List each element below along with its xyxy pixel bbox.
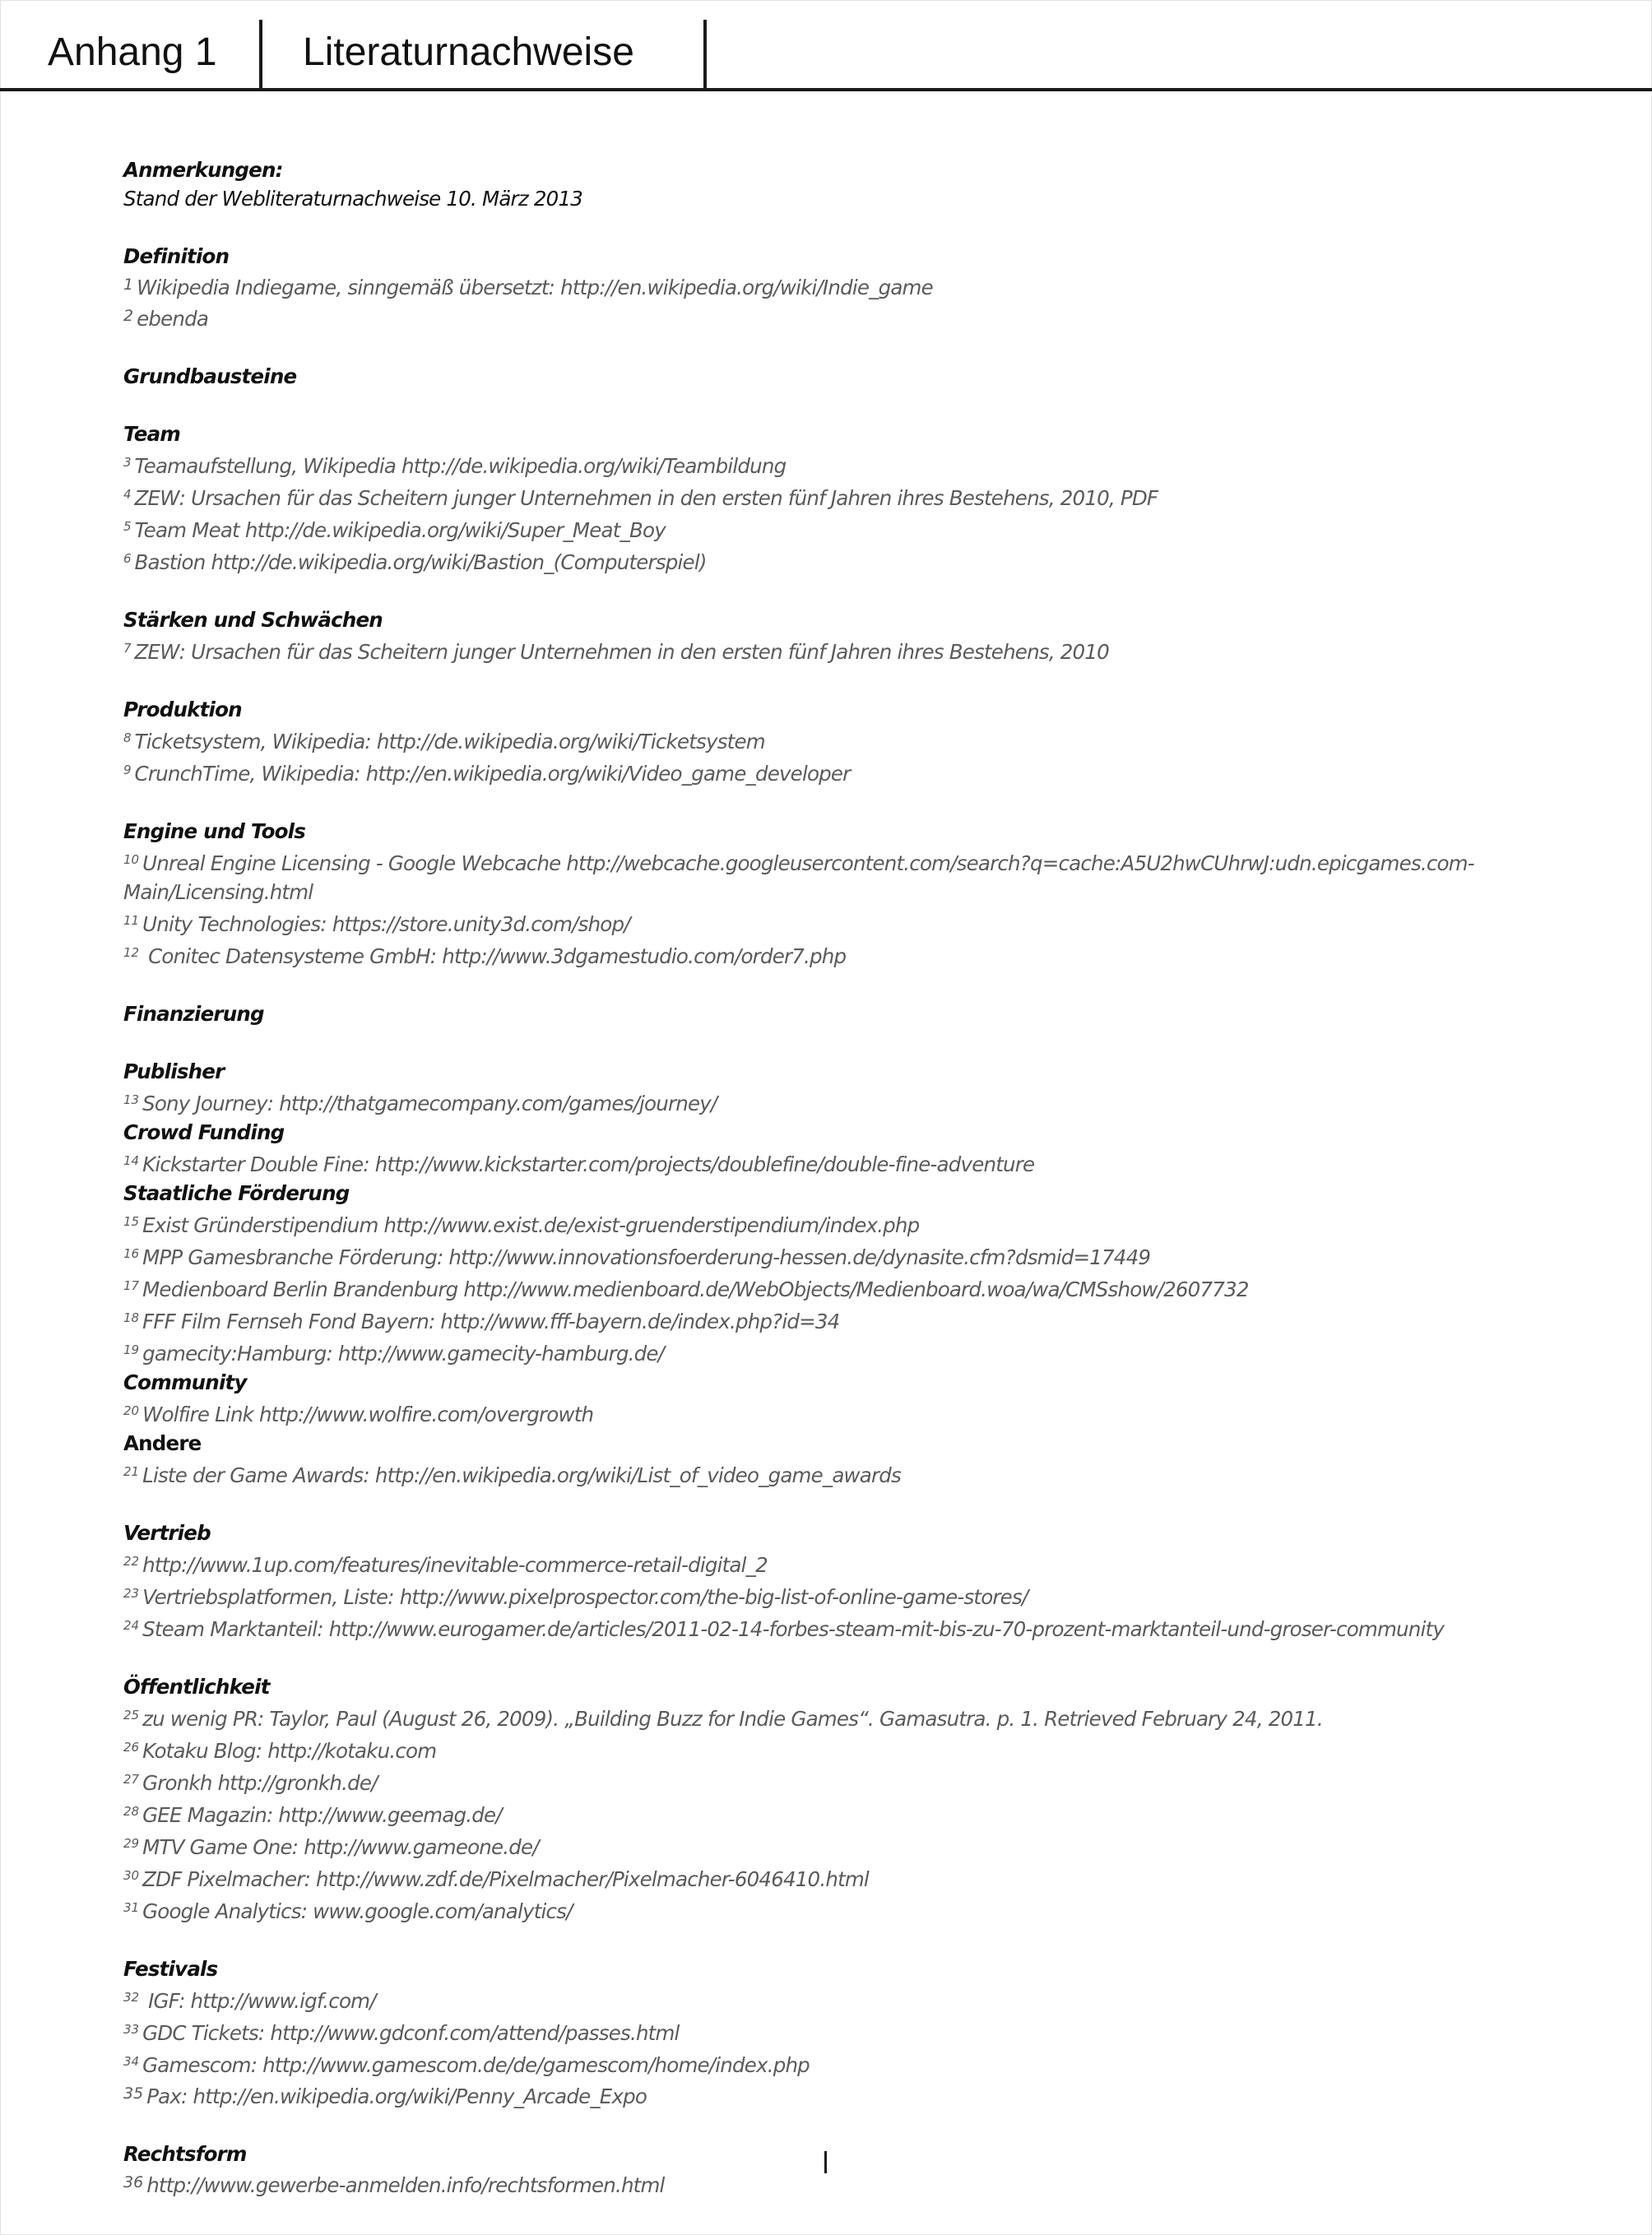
reference-entry <box>123 1829 1571 1862</box>
reference-entry <box>123 1147 1571 1179</box>
footnote-number: 30 <box>123 1868 140 1883</box>
footnote-number: 13 <box>123 1092 140 1107</box>
section-heading: Crowd Funding <box>123 1120 285 1144</box>
reference-section <box>123 2140 1571 2200</box>
reference-text: GEE Magazin: http://www.geemag.de/ <box>142 1803 502 1827</box>
footnote-number: 19 <box>123 1342 140 1357</box>
reference-text: Ticketsystem, Wikipedia: http://de.wikipedia.org/wiki/Ticketsystem <box>134 730 765 754</box>
header-rule <box>0 88 1652 91</box>
section-heading: Produktion <box>123 698 242 721</box>
reference-text: Team Meat http://de.wikipedia.org/wiki/Super_Meat_Boy <box>134 518 666 542</box>
reference-entry <box>123 1208 1571 1240</box>
footnote-number: 6 <box>123 551 132 566</box>
footnote-number: 23 <box>123 1586 140 1601</box>
section-heading: Grundbausteine <box>123 364 297 388</box>
footnote-number: 2 <box>123 307 134 325</box>
reference-entry <box>123 545 1571 577</box>
reference-entry <box>123 907 1571 939</box>
reference-text: Bastion http://de.wikipedia.org/wiki/Bastion_(Computerspiel) <box>134 550 707 574</box>
reference-entry <box>123 756 1571 788</box>
reference-entry <box>123 1086 1571 1118</box>
reference-entry <box>123 271 1571 302</box>
reference-entry <box>123 1304 1571 1336</box>
reference-text: ZDF Pixelmacher: http://www.zdf.de/Pixelmacher/Pixelmacher-6046410.html <box>142 1867 869 1891</box>
reference-text: Exist Gründerstipendium http://www.exist.de/exist-gruenderstipendium/index.php <box>142 1213 920 1237</box>
section-heading: Andere <box>123 1431 202 1455</box>
reference-text: Google Analytics: www.google.com/analytics/ <box>142 1899 573 1923</box>
footnote-number: 8 <box>123 730 132 745</box>
footnote-number: 32 <box>123 1990 140 2005</box>
reference-text: Steam Marktanteil: http://www.eurogamer.de/articles/2011-02-14-forbes-steam-mit-bis-zu-70-prozent-marktanteil-und-groser-community <box>142 1617 1445 1641</box>
page-number-mark <box>824 2151 827 2173</box>
section-heading: Anmerkungen: <box>123 158 283 182</box>
footnote-number: 21 <box>123 1464 140 1479</box>
footnote-number: 26 <box>123 1740 140 1755</box>
reference-entry <box>123 1797 1571 1829</box>
section-heading: Publisher <box>123 1060 225 1083</box>
reference-entry <box>123 1765 1571 1797</box>
reference-entry <box>123 1611 1571 1644</box>
footnote-number: 36 <box>123 2173 144 2191</box>
reference-text: Kotaku Blog: http://kotaku.com <box>142 1739 437 1763</box>
section-heading: Engine und Tools <box>123 819 306 843</box>
reference-entry <box>123 634 1571 666</box>
footnote-number: 11 <box>123 913 140 928</box>
reference-section <box>123 817 1571 971</box>
footnote-number: 3 <box>123 455 132 470</box>
reference-entry <box>123 846 1571 907</box>
footnote-number: 1 <box>123 276 134 294</box>
reference-text: GDC Tickets: http://www.gdconf.com/attend/passes.html <box>142 2021 680 2045</box>
reference-section <box>123 999 1571 1028</box>
reference-entry <box>123 1983 1571 2015</box>
reference-text: Teamaufstellung, Wikipedia http://de.wikipedia.org/wiki/Teambildung <box>134 454 787 478</box>
reference-text: CrunchTime, Wikipedia: http://en.wikipedia.org/wiki/Video_game_developer <box>134 762 851 786</box>
section-heading: Staatliche Förderung <box>123 1181 350 1205</box>
footnote-number: 14 <box>123 1153 140 1168</box>
footnote-number: 16 <box>123 1246 140 1261</box>
section-heading: Community <box>123 1370 247 1394</box>
chapter-label: Anhang 1 <box>48 30 217 74</box>
reference-entry <box>123 2080 1571 2111</box>
footnote-number: 12 <box>123 945 140 960</box>
section-heading: Festivals <box>123 1957 218 1981</box>
reference-section <box>123 1519 1571 1644</box>
reference-entry <box>123 480 1571 512</box>
section-note: Stand der Webliteraturnachweise 10. März 2013 <box>123 187 583 211</box>
footnote-number: 17 <box>123 1278 140 1293</box>
reference-section <box>123 1179 1571 1368</box>
footnote-number: 10 <box>123 852 140 867</box>
footnote-number: 15 <box>123 1214 140 1229</box>
reference-text: MPP Gamesbranche Förderung: http://www.innovationsfoerderung-hessen.de/dynasite.cfm?dsmid=17449 <box>142 1245 1151 1269</box>
reference-text: Conitec Datensysteme GmbH: http://www.3dgamestudio.com/order7.php <box>142 944 847 968</box>
reference-section <box>123 1118 1571 1179</box>
footnote-number: 22 <box>123 1554 140 1569</box>
reference-text: Unreal Engine Licensing - Google Webcache http://webcache.googleusercontent.com/search?q=cache:A5U2hwCUhrwJ:udn.epicgames.com-Main/Licensing.html <box>123 851 1474 904</box>
reference-text: Vertriebsplatformen, Liste: http://www.pixelprospector.com/the-big-list-of-online-game-stores/ <box>142 1585 1028 1609</box>
page-title: Literaturnachweise <box>303 30 634 74</box>
reference-entry <box>123 1336 1571 1368</box>
reference-text: Gamescom: http://www.gamescom.de/de/gamescom/home/index.php <box>142 2053 810 2077</box>
footnote-number: 24 <box>123 1618 140 1633</box>
reference-section <box>123 605 1571 666</box>
footnote-number: 4 <box>123 487 132 502</box>
reference-entry <box>123 2168 1571 2200</box>
footnote-number: 27 <box>123 1772 140 1787</box>
reference-section <box>123 420 1571 577</box>
reference-text: FFF Film Fernseh Fond Bayern: http://www.fff-bayern.de/index.php?id=34 <box>142 1310 840 1333</box>
reference-entry <box>123 1397 1571 1429</box>
footnote-number: 5 <box>123 519 132 534</box>
reference-entry <box>123 1733 1571 1765</box>
reference-text: gamecity:Hamburg: http://www.gamecity-hamburg.de/ <box>142 1342 665 1366</box>
reference-entry <box>123 1272 1571 1304</box>
reference-text: Wolfire Link http://www.wolfire.com/overgrowth <box>142 1403 594 1426</box>
reference-entry <box>123 1240 1571 1272</box>
footnote-number: 7 <box>123 641 132 656</box>
reference-text: Kickstarter Double Fine: http://www.kickstarter.com/projects/doublefine/double-fine-adventure <box>142 1152 1035 1176</box>
reference-text: Medienboard Berlin Brandenburg http://www.medienboard.de/WebObjects/Medienboard.woa/wa/CMSshow/2607732 <box>142 1277 1249 1301</box>
reference-entry <box>123 1862 1571 1894</box>
reference-text: ZEW: Ursachen für das Scheitern junger Unternehmen in den ersten fünf Jahren ihres Bestehens, 2010, PDF <box>134 486 1158 510</box>
reference-entry <box>123 1458 1571 1490</box>
reference-section <box>123 242 1571 333</box>
reference-section <box>123 362 1571 391</box>
reference-text: Pax: http://en.wikipedia.org/wiki/Penny_Arcade_Expo <box>146 2084 647 2108</box>
section-heading: Vertrieb <box>123 1521 211 1545</box>
section-heading: Öffentlichkeit <box>123 1675 270 1699</box>
reference-text: IGF: http://www.igf.com/ <box>142 1989 376 2013</box>
reference-section <box>123 155 1571 213</box>
header-divider <box>703 20 707 90</box>
section-heading: Rechtsform <box>123 2142 247 2166</box>
reference-section <box>123 1429 1571 1490</box>
reference-entry <box>123 2015 1571 2047</box>
reference-entry <box>123 1579 1571 1611</box>
reference-text: ZEW: Ursachen für das Scheitern junger Unternehmen in den ersten fünf Jahren ihres Bestehens, 2010 <box>134 640 1109 664</box>
reference-text: Liste der Game Awards: http://en.wikipedia.org/wiki/List_of_video_game_awards <box>142 1463 901 1487</box>
reference-text: Wikipedia Indiegame, sinngemäß übersetzt: http://en.wikipedia.org/wiki/Indie_game <box>137 276 933 299</box>
reference-entry <box>123 724 1571 756</box>
reference-text: MTV Game One: http://www.gameone.de/ <box>142 1835 539 1859</box>
reference-section <box>123 695 1571 788</box>
reference-text: zu wenig PR: Taylor, Paul (August 26, 2009). „Building Buzz for Indie Games“. Gamasutra. p. 1. Retrieved February 24, 2011. <box>142 1707 1323 1731</box>
reference-entry <box>123 448 1571 480</box>
reference-entry <box>123 512 1571 545</box>
reference-entry <box>123 939 1571 971</box>
footnote-number: 31 <box>123 1900 140 1915</box>
reference-text: ebenda <box>137 307 209 331</box>
reference-entry <box>123 1701 1571 1733</box>
reference-text: http://www.gewerbe-anmelden.info/rechtsformen.html <box>146 2173 665 2197</box>
reference-text: Sony Journey: http://thatgamecompany.com/games/journey/ <box>142 1092 717 1115</box>
header-divider <box>259 20 262 90</box>
reference-entry <box>123 2047 1571 2080</box>
footnote-number: 18 <box>123 1310 140 1325</box>
footnote-number: 35 <box>123 2084 144 2103</box>
footnote-number: 9 <box>123 763 132 777</box>
section-heading: Stärken und Schwächen <box>123 608 383 632</box>
footnote-number: 28 <box>123 1804 140 1819</box>
footnote-number: 34 <box>123 2054 140 2069</box>
reference-section <box>123 1672 1571 1926</box>
page-header <box>0 0 1652 92</box>
footnote-number: 29 <box>123 1836 140 1851</box>
footnote-number: 25 <box>123 1708 140 1723</box>
section-heading: Team <box>123 422 181 446</box>
reference-text: Unity Technologies: https://store.unity3d.com/shop/ <box>142 912 630 936</box>
reference-section <box>123 1057 1571 1118</box>
reference-entry <box>123 1547 1571 1579</box>
section-heading: Finanzierung <box>123 1002 264 1026</box>
references-list <box>123 155 1571 2228</box>
section-heading: Definition <box>123 244 230 268</box>
reference-section <box>123 1954 1571 2111</box>
footnote-number: 20 <box>123 1403 140 1418</box>
reference-section <box>123 1368 1571 1429</box>
reference-text: Gronkh http://gronkh.de/ <box>142 1771 378 1795</box>
footnote-number: 33 <box>123 2022 140 2037</box>
reference-entry <box>123 1894 1571 1926</box>
reference-text: http://www.1up.com/features/inevitable-commerce-retail-digital_2 <box>142 1553 768 1577</box>
reference-entry <box>123 302 1571 333</box>
